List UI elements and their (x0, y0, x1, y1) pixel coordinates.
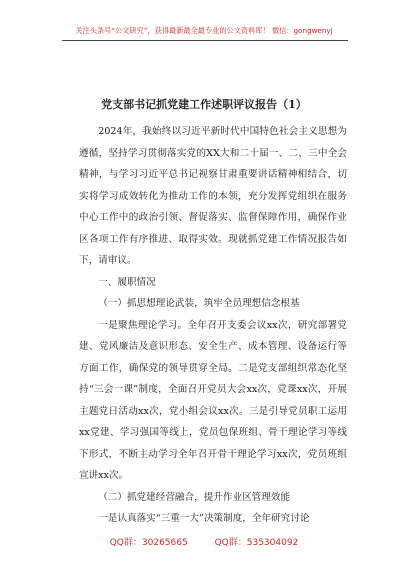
footer-qq-1: QQ群：30265665 (109, 538, 188, 548)
paragraph-intro: 2024年，我始终以习近平新时代中国特色社会主义思想为遵循，坚持学习贯彻落实党的XX大和二十届一、二、三中全会精神，与学习习近平总书记视察甘肃重要讲话精神相结合，切实将学习成效转化为推动工作的本领，充分发挥党组织在服务中心工作中的政治引领、督促落实、监督保障作用，确保作业区各项工作有序推进、取得实效。现就抓党建工作情况报告如下，请审议。 (79, 126, 347, 266)
footer-qq-2: QQ群：535304092 (214, 538, 299, 548)
paragraph-body: 一是聚焦理论学习。全年召开支委会议xx次，研究部署党建、党风廉洁及意识形态、安全生产、成本管理、设备运行等方面工作，确保党的领导贯穿全局。二是党支部组织常态化坚持“三会一课”制度，全面召开党员大会xx次，党课xx次，开展主题党日活动xx次，党小组会议xx次。三是引导党员职工运用xx党建、学习强国等线上，党员包保班组、骨干理论学习等线下形式，不断主动学习全年召开骨干理论学习xx次，党员班组宣讲xx次。 (79, 319, 347, 481)
header-note: 关注头条号“公文研究”，获得最新最全最专业的公文资料库！ 微信：gongwenyj (75, 26, 333, 35)
footer-qq-groups (0, 535, 408, 548)
document-title: 党支部书记抓党建工作述职评议报告（1） (101, 98, 307, 111)
subsection-heading: （二）抓党建经营融合，提升作业区管理效能 (98, 491, 291, 503)
header-divider (62, 40, 348, 41)
document-body (79, 121, 347, 530)
paragraph-body: 一是认真落实“三重一大”决策制度，全年研究讨论 (98, 513, 310, 524)
section-heading: 一、履职情况 (98, 276, 156, 288)
subsection-heading: （一）抓思想理论武装，筑牢全员理想信念根基 (98, 298, 300, 309)
